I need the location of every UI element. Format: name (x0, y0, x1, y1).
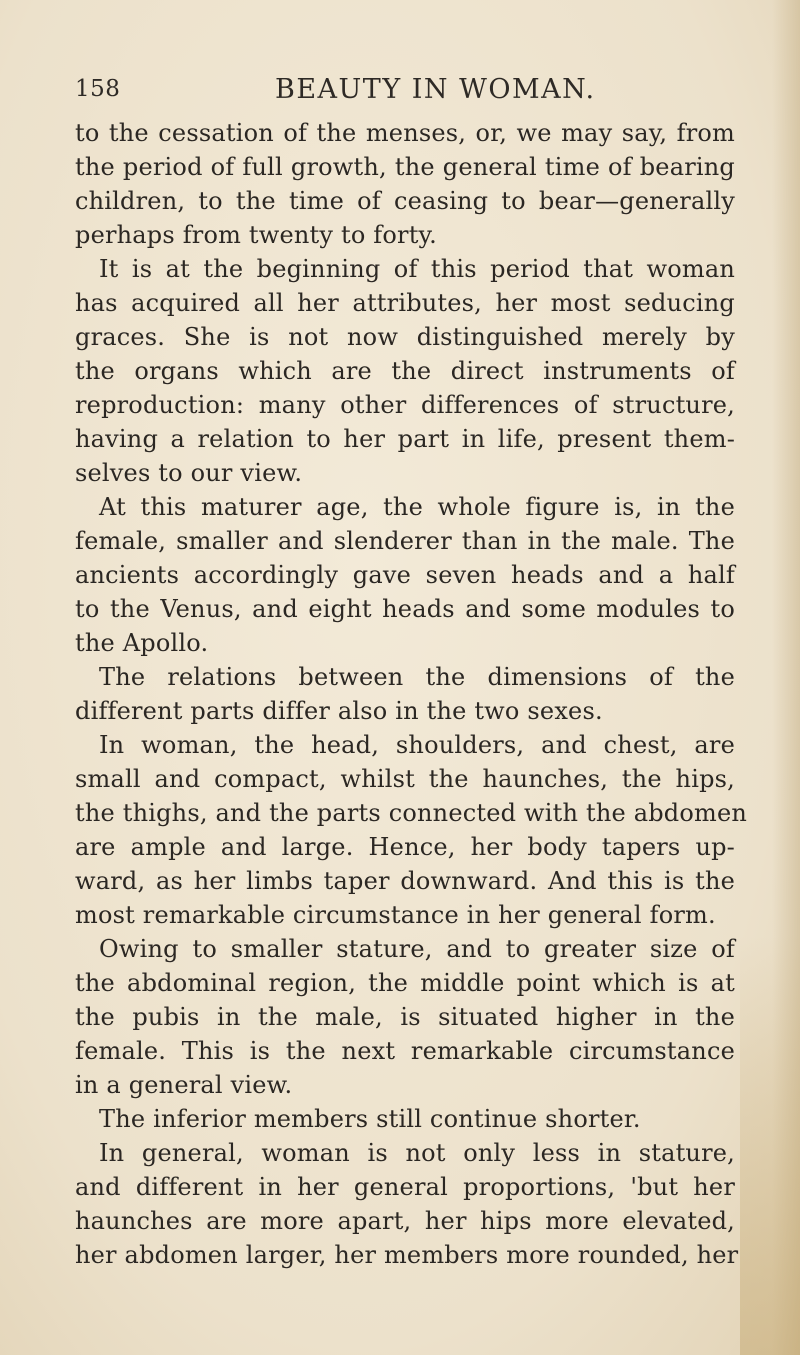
text-line: The inferior members still continue shorter. (99, 1105, 641, 1133)
text-line: has acquired all her attributes, her most seducing (75, 289, 735, 317)
text-line: to the cessation of the menses, or, we may say, from (75, 119, 735, 147)
text-line: ward, as her limbs taper downward. And this is the (75, 867, 735, 895)
text-line: most remarkable circumstance in her general form. (75, 901, 716, 929)
text-line: to the Venus, and eight heads and some modules to (75, 595, 735, 623)
text-line: the period of full growth, the general time of bearing (75, 153, 735, 181)
text-line: It is at the beginning of this period that woman (99, 255, 735, 283)
text-line: the thighs, and the parts connected with the abdomen (75, 799, 748, 827)
text-line: and different in her general proportions, 'but her (75, 1173, 735, 1201)
text-line: reproduction: many other differences of structure, (75, 391, 735, 419)
text-line: female. This is the next remarkable circumstance (75, 1037, 735, 1065)
text-line: In general, woman is not only less in stature, (99, 1139, 735, 1167)
text-line: Owing to smaller stature, and to greater size of (99, 935, 735, 963)
text-line: graces. She is not now distinguished merely by (75, 323, 735, 351)
page-stain (740, 935, 800, 1355)
text-line: In woman, the head, shoulders, and chest, are (99, 731, 735, 759)
text-line: having a relation to her part in life, present them- (75, 425, 735, 453)
text-line: small and compact, whilst the haunches, the hips, (75, 765, 735, 793)
page-number: 158 (75, 76, 121, 102)
text-line: in a general view. (75, 1071, 293, 1099)
text-line: her abdomen larger, her members more rounded, her (75, 1241, 739, 1269)
text-line: are ample and large. Hence, her body tapers up- (75, 833, 735, 861)
text-line: selves to our view. (75, 459, 303, 487)
text-line: female, smaller and slenderer than in the male. The (75, 527, 735, 555)
text-line: The relations between the dimensions of the (99, 663, 735, 691)
text-line: perhaps from twenty to forty. (75, 221, 437, 249)
text-line: the abdominal region, the middle point which is at (75, 969, 735, 997)
text-line: the organs which are the direct instruments of (75, 357, 735, 385)
text-line: haunches are more apart, her hips more elevated, (75, 1207, 735, 1235)
text-line: different parts differ also in the two sexes. (75, 697, 603, 725)
text-line: ancients accordingly gave seven heads and a half (75, 561, 735, 589)
text-line: children, to the time of ceasing to bear—generally (75, 187, 735, 215)
body-text (75, 116, 748, 1272)
page-header (75, 72, 735, 112)
text-line: At this maturer age, the whole figure is, in the (99, 493, 735, 521)
running-head: BEAUTY IN WOMAN. (275, 74, 596, 105)
text-line: the Apollo. (75, 629, 209, 657)
text-line: the pubis in the male, is situated higher in the (75, 1003, 735, 1031)
